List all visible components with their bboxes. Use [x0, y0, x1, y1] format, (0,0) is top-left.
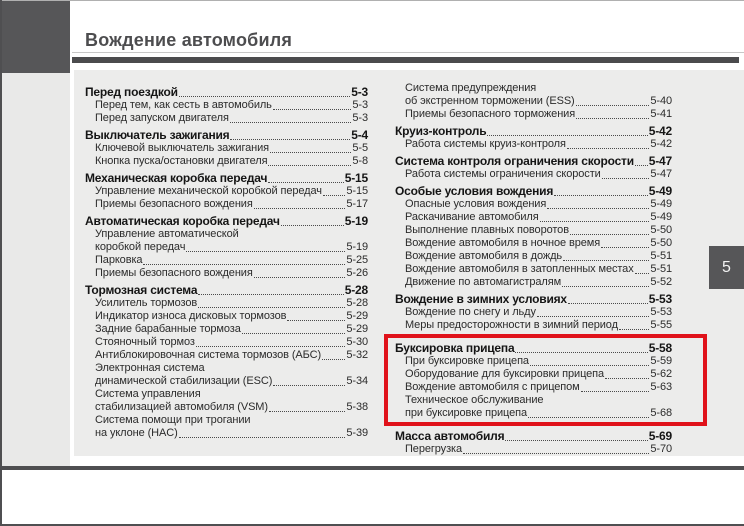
dotted-leader: [281, 225, 344, 226]
toc-entry-label: Вождение автомобиля в дождь: [405, 250, 563, 262]
dotted-leader: [268, 182, 344, 183]
toc-entry-label: стабилизацией автомобиля (VSM): [95, 401, 268, 413]
toc-entry-page: 5-49: [650, 198, 672, 210]
toc-section-entry: [395, 184, 672, 199]
toc-entry-page: 5-34: [346, 375, 368, 387]
toc-entry-page: 5-39: [346, 427, 368, 439]
toc-entry: [85, 349, 368, 362]
toc-section-entry: [395, 154, 672, 169]
toc-entry: [85, 142, 368, 155]
toc-entry-label: Усилитель тормозов: [95, 297, 198, 309]
toc-entry-label: Раскачивание автомобиля: [405, 211, 539, 223]
dotted-leader: [273, 385, 345, 386]
toc-entry: [395, 82, 672, 95]
toc-entry-label: Приемы безопасного торможения: [405, 108, 576, 120]
toc-entry-label: Меры предосторожности в зимний период: [405, 319, 618, 331]
toc-entry-label: Техническое обслуживание: [405, 394, 544, 406]
toc-entry-label: Система предупреждения: [405, 82, 537, 94]
toc-entry-label: Оборудование для буксировки прицепа: [405, 368, 605, 380]
toc-entry: [395, 306, 672, 319]
toc-entry: [395, 95, 672, 108]
dotted-leader: [143, 264, 345, 265]
dotted-leader: [570, 234, 649, 235]
toc-entry: [395, 198, 672, 211]
dotted-leader: [635, 273, 650, 274]
toc-entry-label: коробкой передач: [95, 241, 186, 253]
toc-entry-page: 5-50: [650, 224, 672, 236]
toc-entry: [85, 254, 368, 267]
toc-entry-page: 5-40: [650, 95, 672, 107]
toc-section-entry: [395, 429, 672, 444]
dotted-leader: [196, 346, 346, 347]
toc-entry: [85, 414, 368, 427]
toc-entry-page: 5-17: [346, 198, 368, 210]
dotted-leader: [563, 260, 649, 261]
toc-section-entry: [395, 341, 672, 356]
toc-entry-page: 5-8: [352, 155, 368, 167]
toc-panel: [74, 70, 744, 456]
toc-entry-label: при буксировке прицепа: [405, 407, 527, 419]
toc-entry: [395, 276, 672, 289]
toc-entry-label: Парковка: [95, 254, 143, 266]
toc-entry-label: Опасные условия вождения: [405, 198, 547, 210]
toc-section-entry: [85, 283, 368, 298]
toc-entry: [85, 155, 368, 168]
toc-entry: [395, 407, 672, 420]
toc-entry-page: 5-50: [650, 237, 672, 249]
toc-entry-page: 5-38: [346, 401, 368, 413]
toc-entry-label: Приемы безопасного вождения: [95, 267, 253, 279]
toc-entry-page: 5-29: [346, 323, 368, 335]
toc-entry-page: 5-29: [346, 310, 368, 322]
toc-entry-label: Система управления: [95, 388, 201, 400]
toc-entry-page: 5-28: [346, 297, 368, 309]
page-title: Вождение автомобиля: [85, 30, 293, 50]
toc-entry-page: 5-15: [344, 170, 368, 185]
page-left-edge: [0, 0, 2, 526]
toc-entry-label: об экстренном торможении (ESS): [405, 95, 575, 107]
dotted-leader: [323, 195, 345, 196]
toc-entry-label: Антиблокировочная система тормозов (АБС): [95, 349, 322, 361]
dotted-leader: [515, 352, 647, 353]
toc-entry-label: Вождение по снегу и льду: [405, 306, 536, 318]
toc-entry-label: Перед тем, как сесть в автомобиль: [95, 99, 272, 111]
toc-entry-label: Круиз-контроль: [395, 123, 487, 138]
toc-entry-page: 5-15: [346, 185, 368, 197]
highlight-box: [384, 334, 707, 426]
toc-entry-page: 5-5: [352, 142, 368, 154]
dotted-leader: [269, 411, 345, 412]
toc-entry: [395, 211, 672, 224]
toc-entry: [85, 336, 368, 349]
dotted-leader: [602, 178, 650, 179]
toc-entry-page: 5-25: [346, 254, 368, 266]
dotted-leader: [322, 359, 345, 360]
toc-entry-page: 5-42: [650, 138, 672, 150]
toc-entry-page: 5-62: [650, 368, 672, 380]
dotted-leader: [287, 320, 345, 321]
dotted-leader: [230, 139, 350, 140]
dotted-leader: [537, 316, 649, 317]
toc-entry-label: Индикатор износа дисковых тормозов: [95, 310, 287, 322]
toc-entry-page: 5-53: [650, 306, 672, 318]
toc-entry-label: динамической стабилизации (ESC): [95, 375, 273, 387]
dotted-leader: [254, 277, 346, 278]
toc-entry-page: 5-28: [344, 282, 368, 297]
toc-entry-page: 5-3: [352, 112, 368, 124]
toc-entry: [395, 224, 672, 237]
toc-entry: [395, 108, 672, 121]
toc-right-column: [395, 82, 672, 456]
toc-entry-label: Ключевой выключатель зажигания: [95, 142, 270, 154]
toc-entry: [85, 112, 368, 125]
dotted-leader: [273, 109, 352, 110]
toc-entry-page: 5-26: [346, 267, 368, 279]
toc-entry: [395, 263, 672, 276]
toc-entry-label: Тормозная система: [85, 282, 198, 297]
toc-entry-page: 5-55: [650, 319, 672, 331]
toc-entry: [395, 355, 672, 368]
toc-entry-label: на уклоне (HAC): [95, 427, 178, 439]
toc-entry: [85, 310, 368, 323]
toc-entry: [395, 368, 672, 381]
dotted-leader: [528, 417, 649, 418]
toc-entry: [395, 443, 672, 456]
toc-entry-label: Перегрузка: [405, 443, 462, 455]
toc-entry-label: Работа системы круиз-контроля: [405, 138, 566, 150]
toc-entry: [85, 362, 368, 375]
toc-entry-label: Перед запуском двигателя: [95, 112, 229, 124]
toc-entry-page: 5-68: [650, 407, 672, 419]
toc-entry-label: Кнопка пуска/остановки двигателя: [95, 155, 268, 167]
dotted-leader: [179, 96, 350, 97]
toc-entry-label: Особые условия вождения: [395, 183, 554, 198]
toc-entry: [85, 297, 368, 310]
dotted-leader: [198, 294, 343, 295]
toc-entry-page: 5-51: [650, 250, 672, 262]
toc-entry: [85, 198, 368, 211]
dotted-leader: [268, 165, 351, 166]
toc-entry-page: 5-58: [648, 340, 672, 355]
toc-entry-label: Выключатель зажигания: [85, 127, 230, 142]
dotted-leader: [179, 437, 346, 438]
toc-section-entry: [395, 124, 672, 139]
dotted-leader: [270, 152, 351, 153]
toc-section-entry: [85, 128, 368, 143]
toc-entry-page: 5-59: [650, 355, 672, 367]
toc-entry-page: 5-19: [346, 241, 368, 253]
toc-entry-page: 5-4: [351, 127, 368, 142]
toc-section-entry: [85, 214, 368, 229]
dotted-leader: [601, 247, 649, 248]
dotted-leader: [530, 365, 649, 366]
toc-entry: [85, 323, 368, 336]
toc-entry-page: 5-70: [650, 443, 672, 455]
dotted-leader: [568, 303, 648, 304]
toc-entry: [395, 138, 672, 151]
toc-entry-label: Перед поездкой: [85, 84, 178, 99]
toc-entry: [395, 250, 672, 263]
toc-entry-page: 5-51: [650, 263, 672, 275]
toc-entry-label: Приемы безопасного вождения: [95, 198, 253, 210]
toc-entry: [395, 168, 672, 181]
toc-entry-page: 5-63: [650, 381, 672, 393]
dotted-leader: [242, 333, 346, 334]
toc-entry-label: Движение по автомагистралям: [405, 276, 562, 288]
toc-entry: [395, 381, 672, 394]
sidebar-band: [0, 73, 70, 466]
toc-section-entry: [85, 85, 368, 100]
toc-entry-page: 5-47: [648, 153, 672, 168]
toc-left-column: [85, 82, 368, 440]
toc-entry-label: Управление механической коробкой передач: [95, 185, 322, 197]
toc-entry: [85, 427, 368, 440]
title-thin-rule: [72, 52, 744, 53]
toc-entry: [395, 394, 672, 407]
toc-entry: [395, 237, 672, 250]
dotted-leader: [463, 453, 649, 454]
title-thick-rule: [72, 57, 739, 63]
footer-rule: [0, 466, 744, 470]
dotted-leader: [605, 378, 649, 379]
toc-entry-label: Электронная система: [95, 362, 205, 374]
toc-entry-page: 5-69: [648, 428, 672, 443]
toc-entry-label: Выполнение плавных поворотов: [405, 224, 569, 236]
toc-entry-label: Задние барабанные тормоза: [95, 323, 241, 335]
toc-entry-page: 5-42: [648, 123, 672, 138]
toc-entry: [85, 401, 368, 414]
toc-entry-label: Буксировка прицепа: [395, 340, 515, 355]
dotted-leader: [505, 440, 647, 441]
toc-entry-label: Вождение автомобиля с прицепом: [405, 381, 580, 393]
toc-entry-page: 5-53: [648, 291, 672, 306]
toc-entry-label: Управление автоматической: [95, 228, 239, 240]
dotted-leader: [576, 105, 650, 106]
toc-entry-label: Вождение автомобиля в затопленных местах: [405, 263, 634, 275]
toc-entry-label: Масса автомобиля: [395, 428, 505, 443]
toc-entry-label: Вождение автомобиля в ночное время: [405, 237, 601, 249]
dotted-leader: [487, 135, 647, 136]
toc-entry-label: Механическая коробка передач: [85, 170, 268, 185]
toc-entry: [85, 185, 368, 198]
toc-entry-page: 5-19: [344, 213, 368, 228]
toc-entry: [85, 388, 368, 401]
toc-entry-label: Стояночный тормоз: [95, 336, 195, 348]
chapter-tab: 5: [709, 246, 744, 289]
dotted-leader: [186, 251, 345, 252]
dotted-leader: [567, 148, 650, 149]
toc-entry-page: 5-3: [352, 99, 368, 111]
dotted-leader: [576, 118, 649, 119]
corner-block: [0, 0, 70, 73]
toc-entry-page: 5-47: [650, 168, 672, 180]
toc-entry-label: Вождение в зимних условиях: [395, 291, 567, 306]
toc-entry-label: Автоматическая коробка передач: [85, 213, 280, 228]
page-top-edge: [0, 0, 744, 1]
toc-entry-page: 5-32: [346, 349, 368, 361]
toc-entry-page: 5-49: [648, 183, 672, 198]
dotted-leader: [562, 286, 649, 287]
toc-entry-label: Система контроля ограничения скорости: [395, 153, 634, 168]
toc-entry-page: 5-49: [650, 211, 672, 223]
toc-entry: [395, 319, 672, 332]
dotted-leader: [547, 208, 649, 209]
dotted-leader: [230, 122, 352, 123]
toc-entry-label: Система помощи при трогании: [95, 414, 251, 426]
dotted-leader: [540, 221, 650, 222]
dotted-leader: [198, 307, 345, 308]
toc-entry: [85, 228, 368, 241]
toc-entry: [85, 267, 368, 280]
toc-entry-label: Работа системы ограничения скорости: [405, 168, 601, 180]
dotted-leader: [581, 391, 650, 392]
toc-entry-page: 5-41: [650, 108, 672, 120]
dotted-leader: [635, 165, 648, 166]
dotted-leader: [254, 208, 346, 209]
toc-entry-page: 5-52: [650, 276, 672, 288]
toc-entry: [85, 241, 368, 254]
toc-section-entry: [85, 171, 368, 186]
toc-entry: [85, 99, 368, 112]
toc-entry-label: При буксировке прицепа: [405, 355, 529, 367]
toc-section-entry: [395, 292, 672, 307]
toc-entry-page: 5-30: [346, 336, 368, 348]
dotted-leader: [554, 195, 648, 196]
dotted-leader: [619, 329, 649, 330]
toc-entry: [85, 375, 368, 388]
toc-entry-page: 5-3: [351, 84, 368, 99]
